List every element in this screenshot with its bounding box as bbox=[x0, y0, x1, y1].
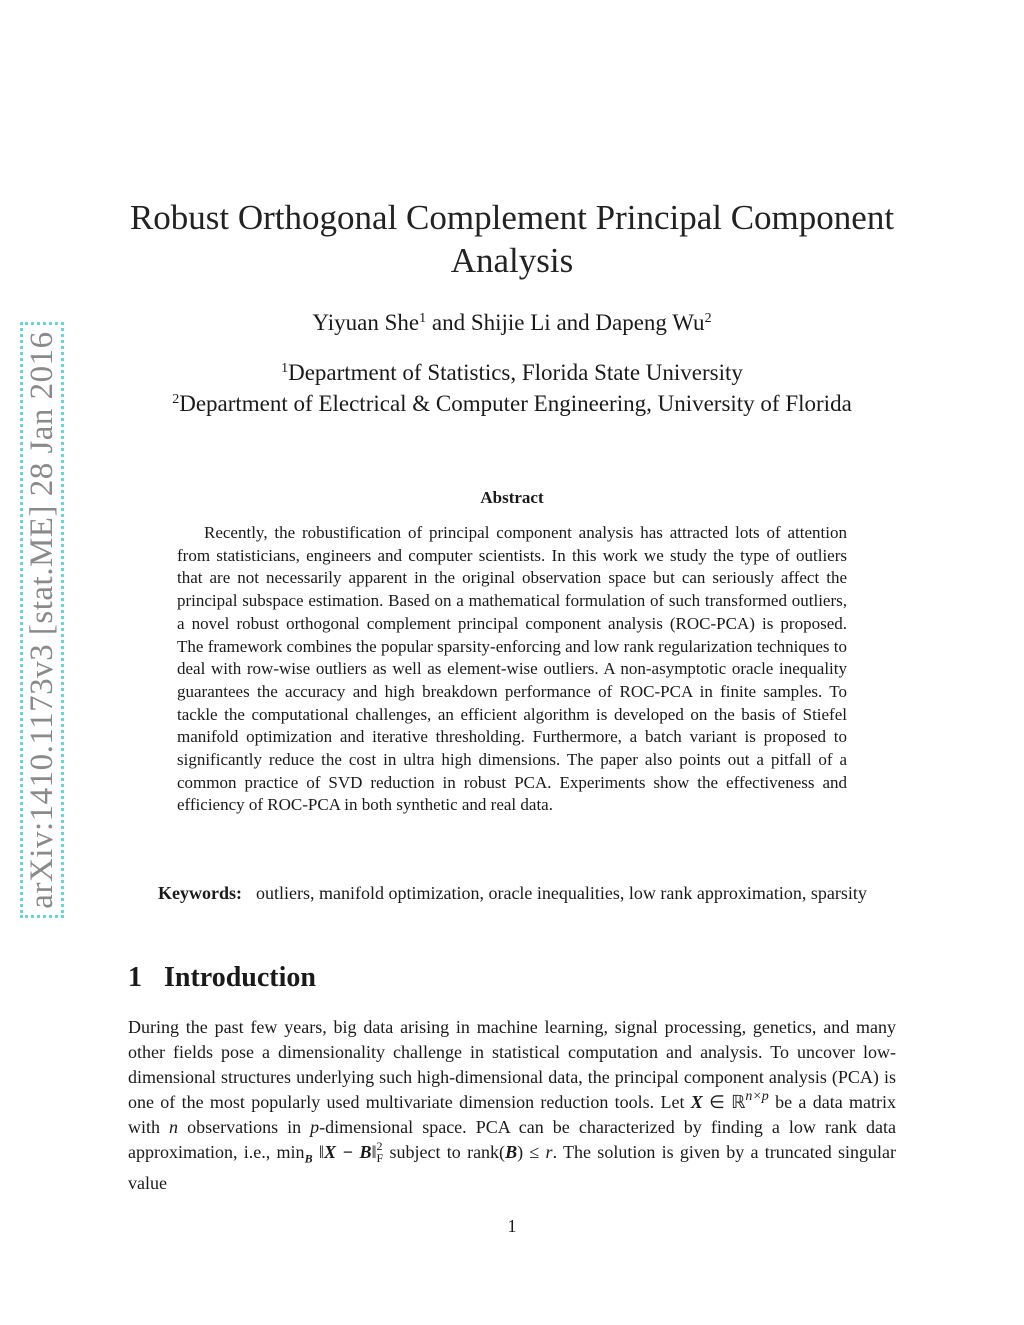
paper-title bbox=[110, 196, 914, 282]
abstract-text: Recently, the robustification of principal component analysis has attracted lots of attention from statisticians, engineers and computer scientists. In this work we study the type of outliers that are not necessarily apparent in the original observation space but can seriously affect the principal subspace estimation. Based on a mathematical formulation of such transformed outliers, a novel robust orthogonal complement principal component analysis (ROC-PCA) is proposed. The framework combines the popular sparsity-enforcing and low rank regularization techniques to deal with row-wise outliers as well as element-wise outliers. A non-asymptotic oracle inequality guarantees the accuracy and high breakdown performance of ROC-PCA in finite samples. To tackle the computational challenges, an efficient algorithm is developed on the basis of Stiefel manifold optimization and iterative thresholding. Furthermore, a batch variant is proposed to significantly reduce the cost in ultra high dimensions. The paper also points out a pitfall of a common practice of SVD reduction in robust PCA. Experiments show the effectiveness and efficiency of ROC-PCA in both synthetic and real data. bbox=[177, 523, 847, 815]
intro-text-7: subject to rank( bbox=[383, 1141, 506, 1162]
arxiv-stamp-wrapper bbox=[20, 322, 64, 918]
title-line-2: Analysis bbox=[450, 241, 574, 280]
keywords-text: outliers, manifold optimization, oracle inequalities, low rank approximation, sparsity bbox=[256, 883, 867, 903]
author-affil-mark-1: 1 bbox=[419, 311, 427, 326]
author-she: Yiyuan She bbox=[312, 310, 420, 335]
intro-text-3: observations in bbox=[178, 1116, 311, 1137]
math-X: X bbox=[690, 1091, 703, 1112]
abstract-heading: Abstract bbox=[480, 488, 544, 507]
affiliation-2 bbox=[110, 389, 914, 419]
math-X-minus-B: X − B bbox=[323, 1141, 372, 1162]
intro-text-1: During the past few years, big data arising in machine learning, signal processing, genetics, and many other fields pose a dimensionality challenge in statistical computation and analysis. To uncover low-dimensional structures underlying such high-dimensional data, the principal component analysis (PCA) is one of the most popularly used multivariate dimension reduction tools. Let bbox=[128, 1017, 896, 1112]
title-line-1: Robust Orthogonal Complement Principal Component bbox=[129, 198, 895, 237]
arxiv-identifier-stamp: arXiv:1410.1173v3 [stat.ME] 28 Jan 2016 bbox=[20, 322, 64, 918]
author-others: and Shijie Li and Dapeng Wu bbox=[426, 310, 705, 335]
intro-text-4: -dimensional space. PCA can be characterized by finding a low rank data approximation, i.e., min bbox=[128, 1116, 896, 1162]
intro-text-9: . The solution is given by a truncated singular value bbox=[128, 1141, 897, 1194]
math-min-sub-B: B bbox=[304, 1151, 313, 1166]
math-r: r bbox=[545, 1141, 553, 1162]
affiliation-1-text: Department of Statistics, Florida State University bbox=[288, 360, 743, 385]
author-affil-mark-2: 2 bbox=[704, 311, 712, 326]
intro-text-6: ‖ bbox=[371, 1141, 377, 1162]
math-norm-sub: F bbox=[376, 1151, 384, 1166]
math-B: B bbox=[505, 1141, 518, 1162]
math-in-reals: ∈ ℝ bbox=[702, 1091, 746, 1112]
affiliation-2-text: Department of Electrical & Computer Engineering, University of Florida bbox=[179, 391, 852, 416]
math-p: p bbox=[310, 1116, 320, 1137]
math-n: n bbox=[169, 1116, 179, 1137]
math-dim-sup: n×p bbox=[745, 1088, 769, 1104]
keywords-label: Keywords: bbox=[158, 883, 242, 903]
keywords-block bbox=[128, 881, 896, 906]
section-heading-introduction bbox=[128, 962, 316, 994]
author-list bbox=[110, 308, 914, 338]
affiliation-2-mark: 2 bbox=[172, 392, 180, 407]
affiliation-1 bbox=[110, 358, 914, 388]
introduction-paragraph bbox=[128, 1015, 896, 1196]
section-number: 1 bbox=[128, 962, 142, 993]
section-title: Introduction bbox=[164, 962, 316, 993]
affiliation-1-mark: 1 bbox=[281, 361, 289, 376]
math-norm-sup: 2 bbox=[376, 1138, 383, 1153]
intro-text-2: be a data matrix with bbox=[128, 1091, 896, 1137]
page-number: 1 bbox=[507, 1216, 517, 1236]
intro-text-5: ‖ bbox=[312, 1141, 324, 1162]
intro-text-8: ) ≤ bbox=[517, 1141, 546, 1162]
